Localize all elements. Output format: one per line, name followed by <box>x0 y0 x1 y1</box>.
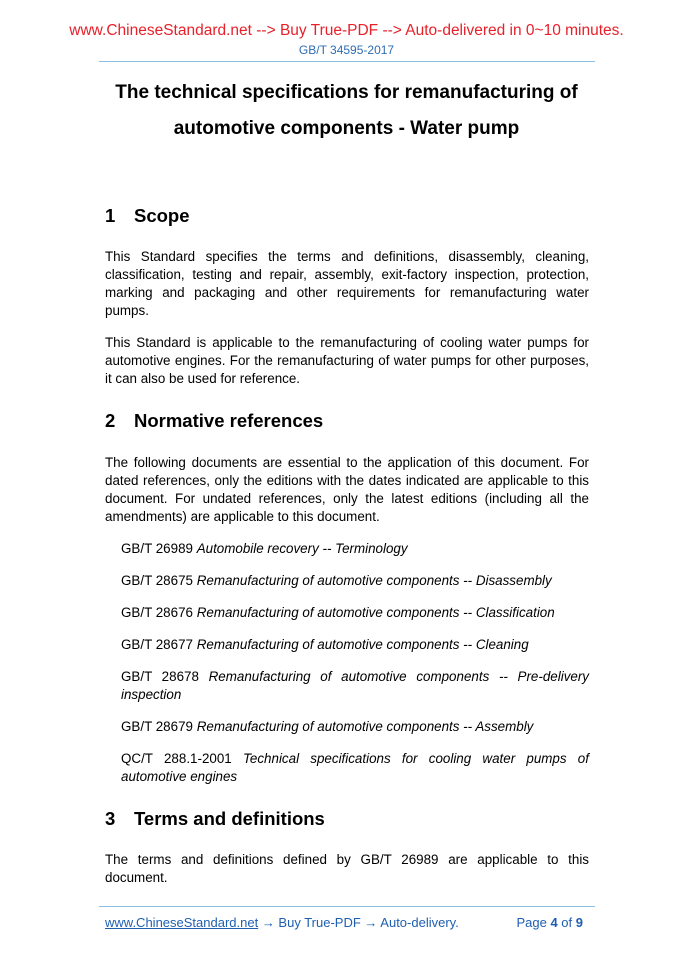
section-title: Terms and definitions <box>134 808 325 829</box>
reference-title: Technical specifications for cooling water pumps of automotive engines <box>121 751 589 784</box>
paragraph: The following documents are essential to the application of this document. For dated references, only the editions with the dates indicated are applicable to this document. For undated references, only the latest editions (including all the amendments) are applicable to this document. <box>105 455 589 524</box>
reference-title: Remanufacturing of automotive components -- Disassembly <box>196 573 552 588</box>
reference-item <box>121 540 589 558</box>
section-number: 3 <box>105 808 116 829</box>
section-heading-scope <box>105 205 190 227</box>
paragraph: This Standard is applicable to the remanufacturing of cooling water pumps for automotive engines. For the remanufacturing of water pumps for other purposes, it can also be used for reference. <box>105 335 589 386</box>
reference-code: QC/T 288.1-2001 <box>121 751 232 766</box>
footer <box>105 915 589 930</box>
footer-text: → Buy True-PDF → Auto-delivery. <box>258 915 459 930</box>
page-label: Page <box>516 915 547 930</box>
page-number: 4 <box>550 915 558 930</box>
reference-item <box>121 750 589 786</box>
promo-banner: www.ChineseStandard.net --> Buy True-PDF --> Auto-delivered in 0~10 minutes. <box>69 22 624 39</box>
reference-item <box>121 636 589 654</box>
paragraph: The terms and definitions defined by GB/T 26989 are applicable to this document. <box>105 852 589 885</box>
reference-code: GB/T 28677 <box>121 637 193 652</box>
reference-title: Remanufacturing of automotive components -- Classification <box>196 605 555 620</box>
reference-item <box>121 604 589 622</box>
reference-code: GB/T 28678 <box>121 669 199 684</box>
page-total: 9 <box>575 915 583 930</box>
header-divider <box>99 61 595 62</box>
section-title: Scope <box>134 205 190 226</box>
section-title: Normative references <box>134 410 324 431</box>
section-number: 1 <box>105 205 116 226</box>
reference-code: GB/T 26989 <box>121 541 193 556</box>
reference-item <box>121 718 589 736</box>
reference-title: Remanufacturing of automotive components -- Cleaning <box>196 637 529 652</box>
reference-item <box>121 668 589 704</box>
doc-title-line1: The technical specifications for remanufacturing of <box>115 82 578 103</box>
page-indicator <box>516 915 583 930</box>
paragraph: This Standard specifies the terms and definitions, disassembly, cleaning, classification, testing and repair, assembly, exit-factory inspection, protection, marking and packaging and other requirements for remanufacturing water pumps. <box>105 249 589 318</box>
reference-code: GB/T 28679 <box>121 719 193 734</box>
reference-title: Remanufacturing of automotive components -- Pre-delivery inspection <box>121 669 589 702</box>
doc-title-line2: automotive components - Water pump <box>173 118 520 139</box>
footer-link[interactable]: www.ChineseStandard.net <box>105 915 259 930</box>
section-heading-terms <box>105 808 325 830</box>
footer-divider <box>99 906 595 907</box>
section-number: 2 <box>105 410 116 431</box>
reference-code: GB/T 28676 <box>121 605 193 620</box>
reference-item <box>121 572 589 590</box>
standard-number: GB/T 34595-2017 <box>298 43 395 57</box>
of-label: of <box>561 915 573 930</box>
reference-title: Remanufacturing of automotive components -- Assembly <box>196 719 534 734</box>
reference-title: Automobile recovery -- Terminology <box>196 541 408 556</box>
section-heading-normative-references <box>105 410 323 432</box>
reference-code: GB/T 28675 <box>121 573 193 588</box>
